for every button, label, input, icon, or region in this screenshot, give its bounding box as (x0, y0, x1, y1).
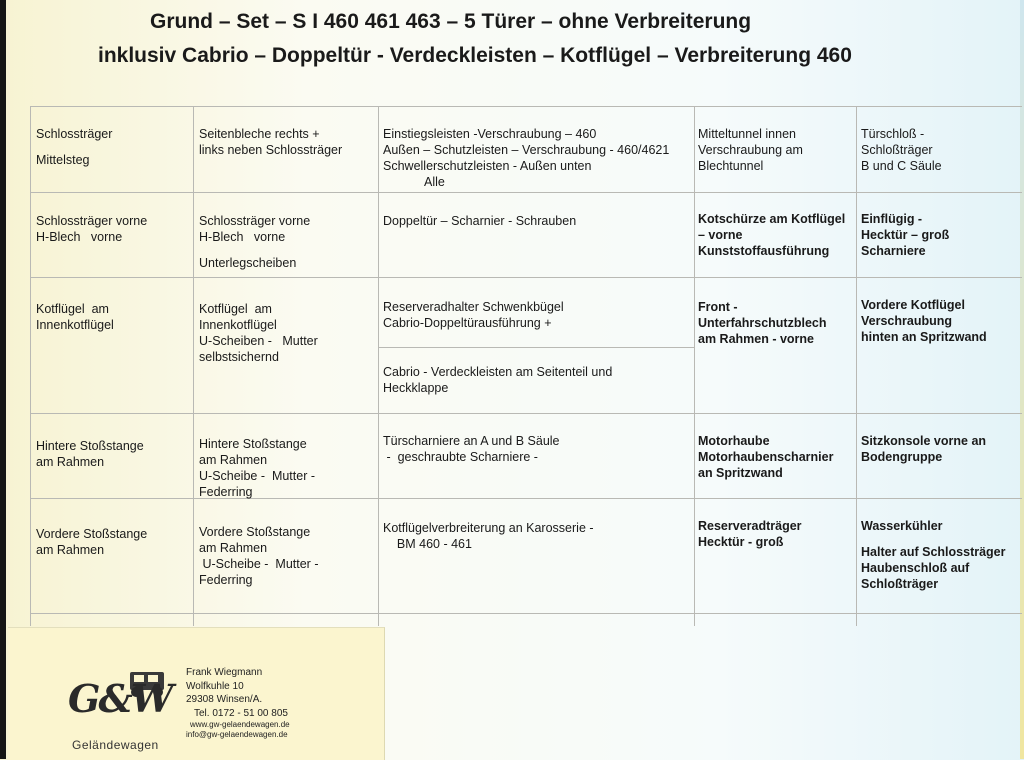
logo (68, 668, 178, 738)
logo-caption: Geländewagen (72, 738, 159, 752)
cell-line: Hecktür – groß (861, 228, 950, 242)
table-cell (36, 438, 186, 470)
grid-line (193, 106, 194, 626)
table-cell (36, 213, 186, 245)
grid-line (30, 192, 1022, 193)
cell-line: Außen – Schutzleisten – Verschraubung - 460/4621 (383, 143, 670, 157)
table-cell (383, 299, 691, 331)
table-cell (698, 433, 853, 481)
cell-spacer (36, 142, 186, 152)
cell-line: Seitenbleche rechts + (199, 127, 320, 141)
contact-phone: Tel. 0172 - 51 00 805 (194, 707, 288, 719)
cell-line: Vordere Kotflügel (861, 298, 965, 312)
logo-text: G&W (68, 676, 172, 721)
grid-line (378, 347, 694, 348)
cell-line: U-Scheibe - Mutter - (199, 469, 316, 483)
cell-line: Kotflügel am (199, 302, 272, 316)
contact-name: Frank Wiegmann (186, 667, 263, 678)
grid-line (30, 106, 31, 626)
cell-line: Haubenschloß auf (861, 561, 970, 575)
contact-email: info@gw-gelaendewagen.de (186, 730, 288, 739)
cell-line: Hintere Stoßstange (36, 439, 144, 453)
cell-line: Federring (199, 573, 253, 587)
cell-line: am Rahmen (199, 453, 268, 467)
cell-line: Mittelsteg (36, 153, 90, 167)
cell-line: Doppeltür – Scharnier - Schrauben (383, 214, 577, 228)
cell-line: Schlossträger vorne (36, 214, 148, 228)
contact-city: 29308 Winsen/A. (186, 694, 263, 705)
cell-line: Kotflügelverbreiterung an Karosserie - (383, 521, 594, 535)
cell-line: Alle (383, 175, 445, 189)
cell-line: Innenkotflügel (36, 318, 114, 332)
table-cell (698, 126, 853, 174)
cell-line: Kotflügel am (36, 302, 109, 316)
cell-line: am Rahmen (36, 455, 105, 469)
cell-line: Blechtunnel (698, 159, 764, 173)
cell-line: Türschloß - (861, 127, 925, 141)
table-cell (861, 433, 1016, 465)
table-cell (698, 299, 853, 347)
table-cell (698, 211, 853, 259)
cell-line: Cabrio-Doppeltürausführung + (383, 316, 552, 330)
cell-line: am Rahmen - vorne (698, 332, 815, 346)
cell-line: Bodengruppe (861, 450, 943, 464)
cell-line: hinten an Spritzwand (861, 330, 987, 344)
cell-line: U-Scheiben - Mutter (199, 334, 318, 348)
grid-line (30, 413, 1022, 414)
table-cell (861, 126, 1016, 174)
cell-line: Schloßträger (861, 143, 933, 157)
cell-line: an Spritzwand (698, 466, 783, 480)
cell-line: Wasserkühler (861, 519, 943, 533)
table-cell (861, 297, 1016, 345)
grid-line (30, 498, 1022, 499)
cell-line: – vorne (698, 228, 743, 242)
cell-line: selbstsichernd (199, 350, 279, 364)
table-cell (36, 126, 186, 168)
table-cell (199, 213, 374, 271)
cell-line: H-Blech vorne (36, 230, 123, 244)
cell-line: Motorhaube (698, 434, 770, 448)
cell-line: links neben Schlossträger (199, 143, 343, 157)
grid-line (30, 613, 1022, 614)
cell-line: Motorhaubenscharnier (698, 450, 834, 464)
cell-line: Sitzkonsole vorne an (861, 434, 987, 448)
cell-line: Reserveradhalter Schwenkbügel (383, 300, 564, 314)
cell-line: Scharniere (861, 244, 926, 258)
cell-line: Vordere Stoßstange (199, 525, 311, 539)
table-cell (199, 301, 374, 365)
grid-line (694, 106, 695, 626)
cell-line: Innenkotflügel (199, 318, 277, 332)
cell-line: am Rahmen (199, 541, 268, 555)
cell-line: Verschraubung am (698, 143, 803, 157)
business-card (8, 627, 385, 760)
right-edge (1020, 0, 1024, 759)
cell-line: Kunststoffausführung (698, 244, 830, 258)
table-cell (383, 213, 691, 229)
cell-spacer (199, 245, 374, 255)
contact-street: Wolfkuhle 10 (186, 680, 244, 692)
table-cell (36, 526, 186, 558)
cell-line: - geschraubte Scharniere - (383, 450, 538, 464)
contact-web: www.gw-gelaendewagen.de (190, 720, 290, 729)
cell-line: U-Scheibe - Mutter - (199, 557, 319, 571)
grid-line (378, 106, 379, 626)
cell-line: BM 460 - 461 (383, 537, 472, 551)
table-cell (383, 126, 691, 190)
cell-line: Verschraubung (861, 314, 952, 328)
title-line-1: Grund – Set – S I 460 461 463 – 5 Türer – ohne Verbreiterung (150, 10, 752, 33)
cell-line: Hintere Stoßstange (199, 437, 307, 451)
table-cell (383, 433, 691, 465)
cell-line: Einflügig - (861, 212, 923, 226)
cell-line: H-Blech vorne (199, 230, 286, 244)
cell-line: Hecktür - groß (698, 535, 784, 549)
grid-line (30, 277, 1022, 278)
cell-line: Kotschürze am Kotflügel (698, 212, 846, 226)
table-cell (383, 520, 691, 552)
left-edge (0, 0, 6, 759)
table-cell (36, 301, 186, 333)
cell-line: Front - (698, 300, 738, 314)
cell-line: B und C Säule (861, 159, 942, 173)
cell-line: Einstiegsleisten -Verschraubung – 460 (383, 127, 597, 141)
cell-line: Vordere Stoßstange (36, 527, 148, 541)
cell-line: am Rahmen (36, 543, 105, 557)
table-cell (199, 436, 374, 500)
cell-line: Schwellerschutzleisten - Außen unten (383, 159, 592, 173)
cell-line: Türscharniere an A und B Säule (383, 434, 560, 448)
table-cell (383, 364, 691, 396)
cell-line: Unterfahrschutzblech (698, 316, 827, 330)
cell-line: Heckklappe (383, 381, 449, 395)
title-line-2: inklusiv Cabrio – Doppeltür - Verdeckleisten – Kotflügel – Verbreiterung 460 (98, 44, 852, 67)
table-cell (698, 518, 853, 550)
table-cell (199, 524, 374, 588)
table-cell (199, 126, 374, 158)
cell-line: Reserveradträger (698, 519, 802, 533)
contact-info (186, 666, 290, 740)
table-cell (861, 518, 1019, 592)
cell-line: Cabrio - Verdeckleisten am Seitenteil und (383, 365, 613, 379)
cell-line: Mitteltunnel innen (698, 127, 796, 141)
cell-line: Schloßträger (861, 577, 939, 591)
cell-line: Schlossträger vorne (199, 214, 311, 228)
cell-line: Halter auf Schlossträger (861, 545, 1006, 559)
table-cell (861, 211, 1016, 259)
cell-line: Schlossträger (36, 127, 113, 141)
grid-line (856, 106, 857, 626)
grid-line (30, 106, 1022, 107)
cell-line: Federring (199, 485, 253, 499)
cell-spacer (861, 534, 1019, 544)
cell-line: Unterlegscheiben (199, 256, 297, 270)
